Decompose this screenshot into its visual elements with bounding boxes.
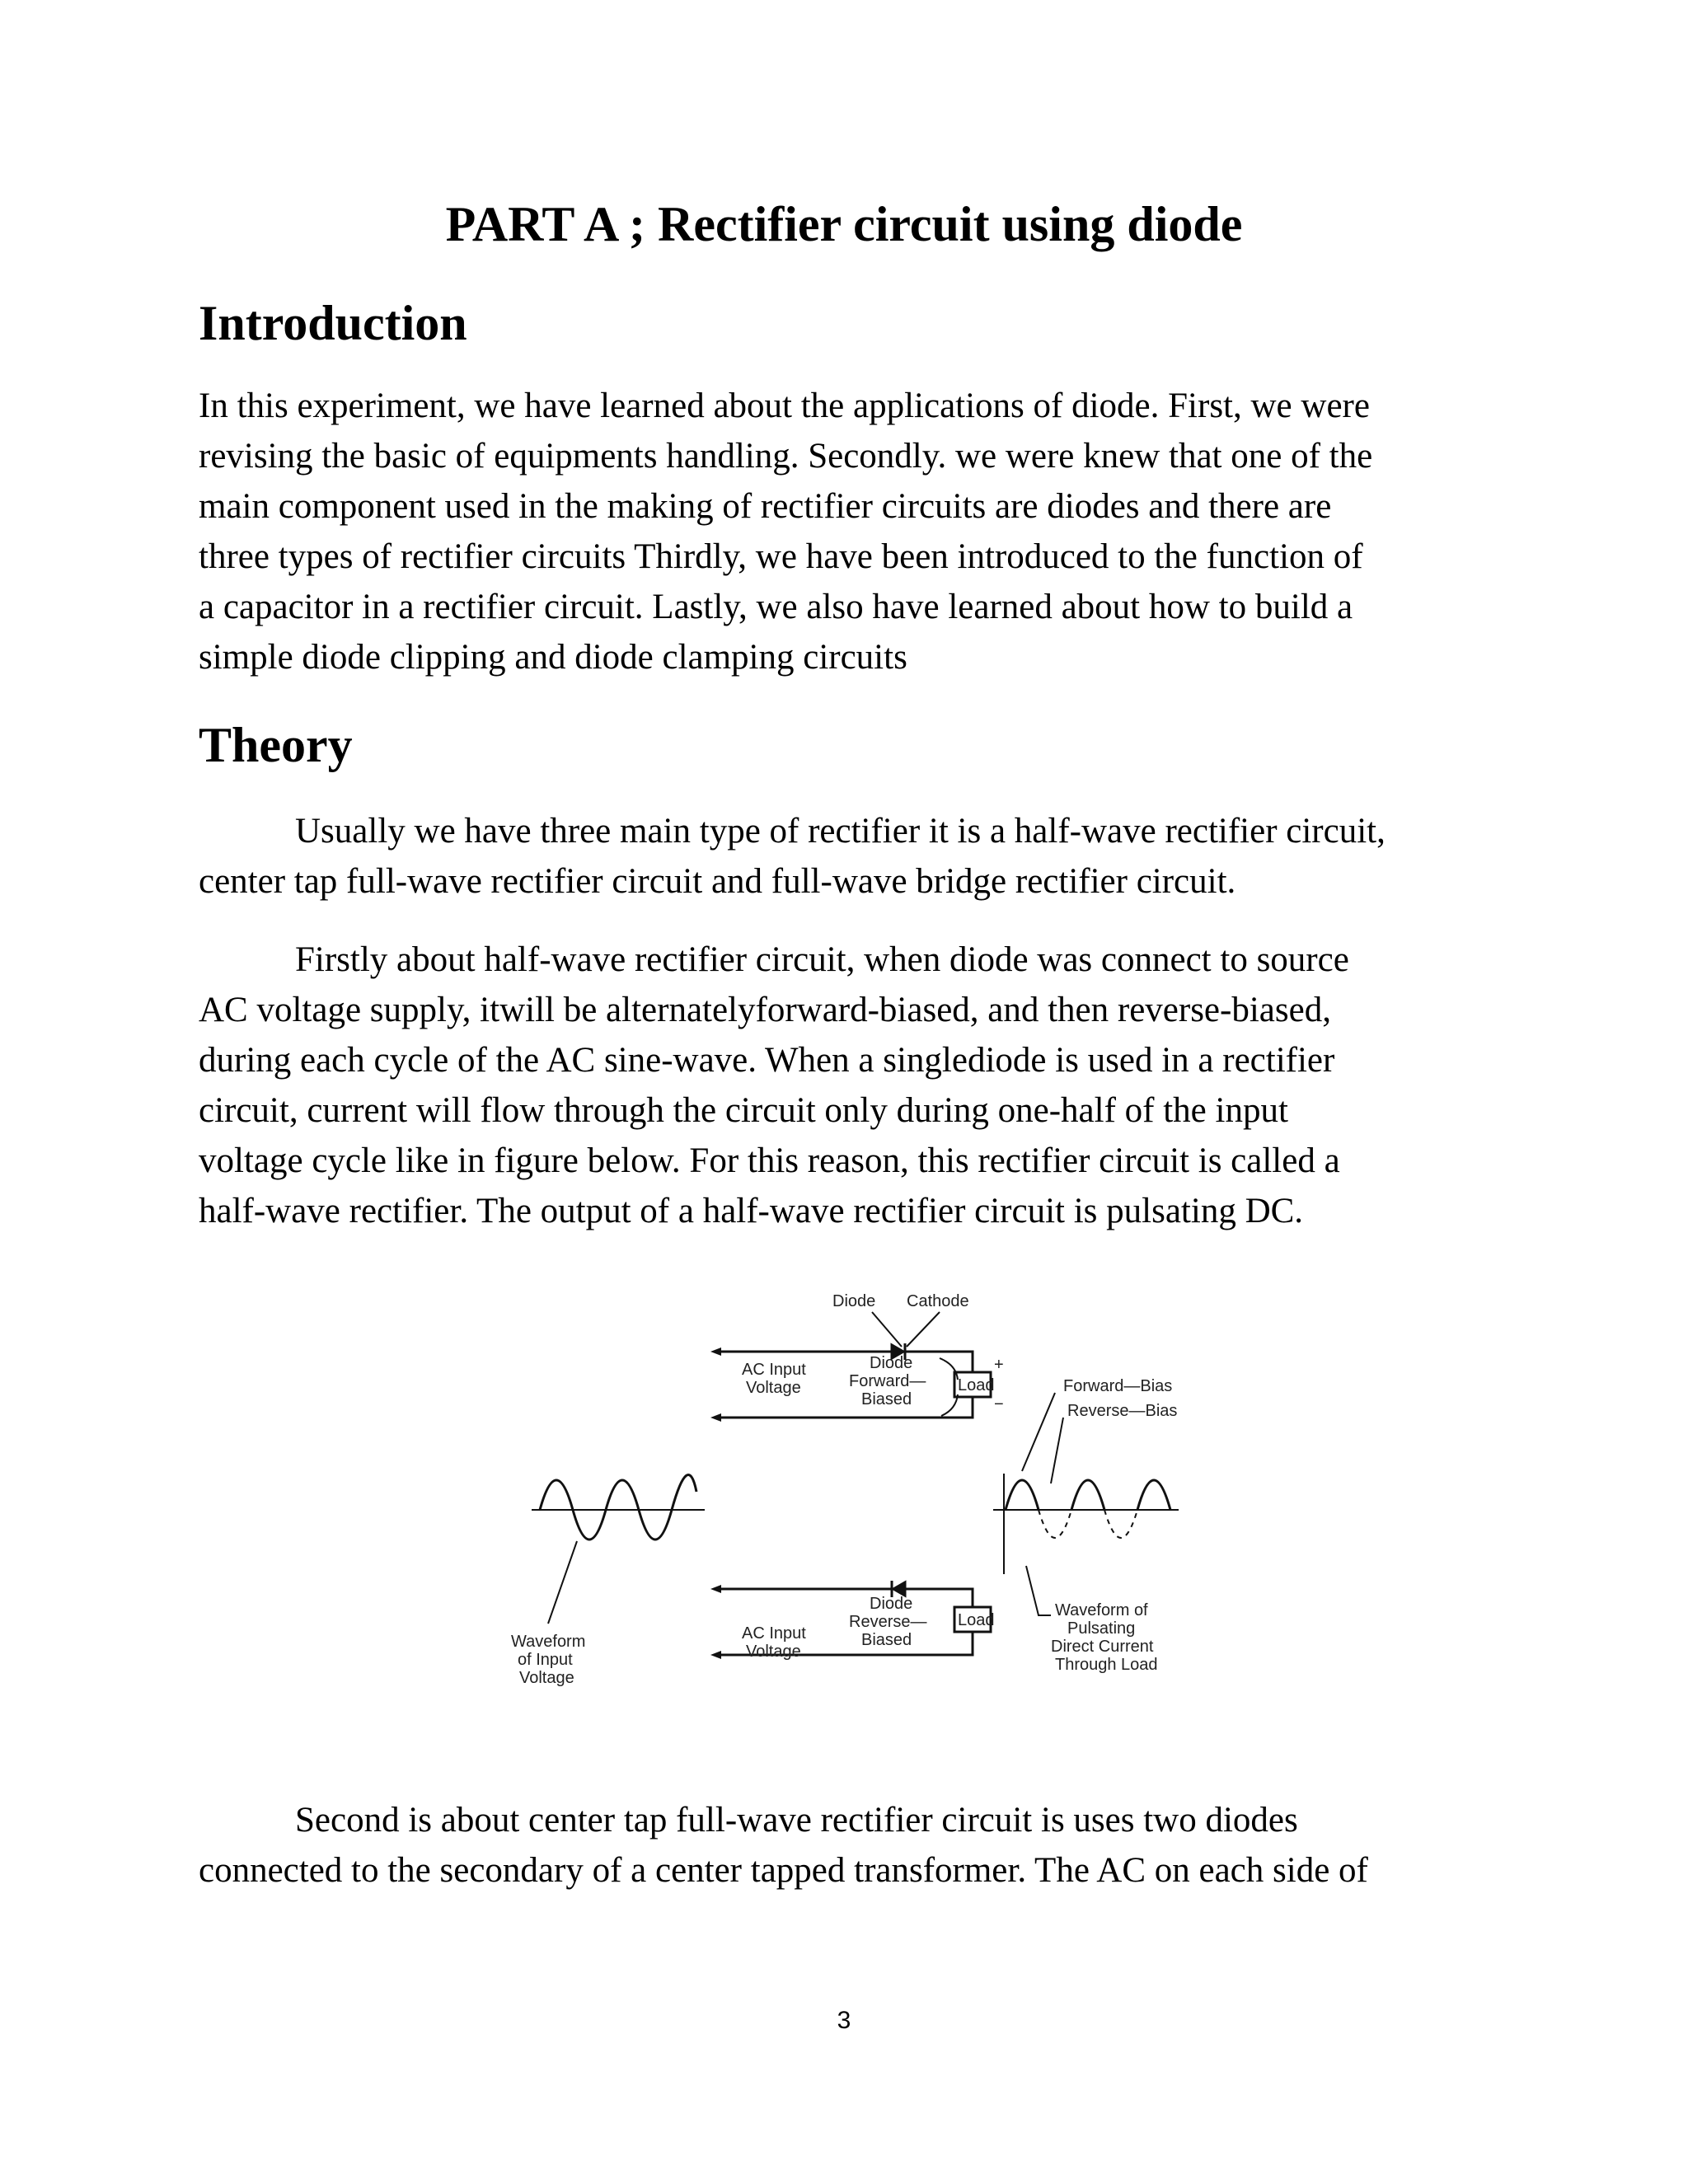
reverse-biased-label-3: Biased (861, 1631, 912, 1649)
forward-bias-label: Forward—Bias (1063, 1377, 1173, 1395)
bottom-wire-arrow-2 (710, 1651, 721, 1659)
theory-heading: Theory (199, 718, 353, 772)
half-wave-rectifier-diagram (495, 1294, 1203, 1722)
reverse-biased-label-1: Diode (870, 1595, 913, 1613)
page-title: PART A ; Rectifier circuit using diode (445, 197, 1243, 251)
waveform-output-label-4: Through Load (1055, 1656, 1158, 1674)
theory-paragraph-3: Second is about center tap full-wave rectifier circuit is uses two diodes connected to the secondary of a center tapped transformer. The AC on each side of (199, 1801, 1368, 1890)
introduction-heading: Introduction (199, 296, 467, 350)
output-pulsating-wave (1006, 1480, 1170, 1510)
bottom-wire-arrow-1 (710, 1585, 721, 1593)
reverse-biased-label-2: Reverse— (849, 1613, 927, 1631)
load-top-label: Load (958, 1376, 995, 1394)
top-wire-arrow-1 (710, 1347, 721, 1356)
waveform-input-label-1: Waveform (511, 1633, 586, 1651)
reverse-bias-label: Reverse—Bias (1067, 1402, 1178, 1420)
waveform-input-label-3: Voltage (519, 1669, 574, 1687)
waveform-input-label-2: of Input (518, 1651, 573, 1669)
output-blocked-half-wave (1039, 1510, 1137, 1538)
input-waveform-pointer (548, 1541, 577, 1624)
diode-label: Diode (832, 1294, 876, 1310)
top-wire-arrow-2 (710, 1413, 721, 1422)
reverse-diode-symbol (893, 1582, 905, 1596)
cathode-label: Cathode (907, 1294, 969, 1310)
output-waveform-pointer (1026, 1566, 1051, 1615)
half-wave-rectifier-figure (495, 1294, 1203, 1722)
load-bottom-label: Load (958, 1611, 995, 1629)
ac-input-bottom-label-1: AC Input (742, 1624, 806, 1643)
plus-label: + (994, 1356, 1004, 1374)
introduction-paragraph: In this experiment, we have learned about the applications of diode. First, we were revising the basic of equipments handling. Secondly. we were knew that one of the main component used in the making of rectifier circuits are diodes and there are three types of rectifier circuits Thirdly, we have been introduced to the function of a capacitor in a rectifier circuit. Lastly, we also have learned about how to build a simple diode clipping and diode clamping circuits (199, 387, 1373, 677)
forward-biased-label-2: Forward— (849, 1372, 926, 1390)
ac-input-bottom-label-2: Voltage (746, 1643, 801, 1661)
forward-biased-label-1: Diode (870, 1354, 913, 1372)
reverse-bias-pointer (1051, 1418, 1063, 1483)
forward-biased-label-3: Biased (861, 1390, 912, 1408)
input-sine-wave (540, 1475, 696, 1540)
ac-input-top-label-1: AC Input (742, 1361, 806, 1379)
cathode-pointer (907, 1312, 940, 1347)
page-number: 3 (837, 2007, 851, 2034)
theory-paragraph-1: Usually we have three main type of rectifier it is a half-wave rectifier circuit, center tap full-wave rectifier circuit and full-wave bridge rectifier circuit. (199, 812, 1386, 901)
waveform-output-label-1: Waveform of (1055, 1601, 1148, 1619)
ac-input-top-label-2: Voltage (746, 1379, 801, 1397)
waveform-output-label-3: Direct Current (1051, 1638, 1154, 1656)
top-circuit-wire-lower (717, 1397, 973, 1418)
forward-bias-pointer (1022, 1393, 1055, 1471)
diode-pointer (872, 1312, 902, 1347)
theory-paragraph-2: Firstly about half-wave rectifier circuit, when diode was connect to source AC voltage supply, itwill be alternatelyforward-biased, and then reverse-biased, during each cycle of the AC sine-wave. When a singlediode is used in a rectifier circuit, current will flow through the circuit only during one-half of the input voltage cycle like in figure below. For this reason, this rectifier circuit is called a half-wave rectifier. The output of a half-wave rectifier circuit is pulsating DC. (199, 940, 1349, 1230)
minus-label: − (994, 1395, 1004, 1413)
waveform-output-label-2: Pulsating (1067, 1619, 1136, 1638)
bottom-circuit-wire-upper (717, 1589, 973, 1607)
